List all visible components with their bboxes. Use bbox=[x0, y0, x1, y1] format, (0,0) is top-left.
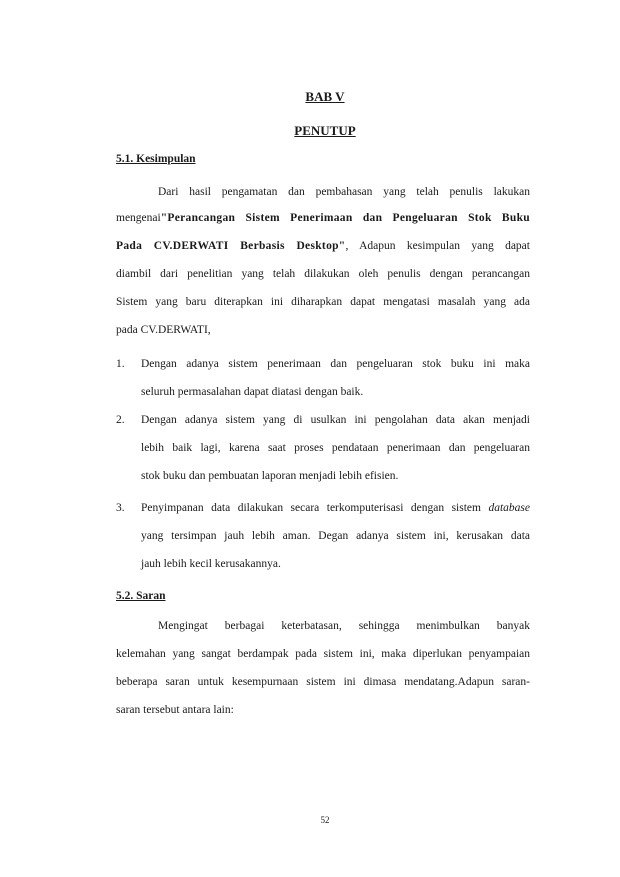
list-item-line: stok buku dan pembuatan laporan menjadi lebih efisien. bbox=[141, 470, 399, 482]
list-number: 2. bbox=[116, 414, 125, 426]
list-item-line: seluruh permasalahan dapat diatasi dengan baik. bbox=[141, 386, 364, 398]
paragraph-line: saran tersebut antara lain: bbox=[116, 704, 234, 716]
list-item-line: Penyimpanan data dilakukan secara terkomputerisasi dengan sistem database bbox=[141, 502, 530, 514]
paragraph-line: pada CV.DERWATI, bbox=[116, 324, 211, 336]
list-item-line: Dengan adanya sistem penerimaan dan pengeluaran stok buku ini maka bbox=[141, 358, 530, 370]
paragraph-line: Mengingat berbagai keterbatasan, sehingga menimbulkan banyak bbox=[158, 620, 530, 632]
section-heading-saran: 5.2. Saran bbox=[116, 590, 166, 602]
page-number: 52 bbox=[320, 815, 330, 825]
bold-title-text: "Perancangan Sistem Penerimaan dan Pengeluaran Stok Buku bbox=[160, 212, 530, 224]
paragraph-line: kelemahan yang sangat berdampak pada sistem ini, maka diperlukan penyampaian bbox=[116, 648, 530, 660]
list-number: 1. bbox=[116, 358, 125, 370]
list-number: 3. bbox=[116, 502, 125, 514]
paragraph-line: diambil dari penelitian yang telah dilakukan oleh penulis dengan perancangan bbox=[116, 268, 530, 280]
list-item-line: Dengan adanya sistem yang di usulkan ini pengolahan data akan menjadi bbox=[141, 414, 530, 426]
chapter-title: PENUTUP bbox=[294, 123, 356, 138]
paragraph-line: Dari hasil pengamatan dan pembahasan yang telah penulis lakukan bbox=[158, 186, 530, 198]
chapter-heading: BAB V bbox=[305, 89, 345, 104]
italic-term: database bbox=[488, 502, 530, 514]
section-heading-kesimpulan: 5.1. Kesimpulan bbox=[116, 153, 196, 165]
paragraph-line: Pada CV.DERWATI Berbasis Desktop", Adapun kesimpulan yang dapat bbox=[116, 240, 530, 252]
paragraph-line: beberapa saran untuk kesempurnaan sistem ini dimasa mendatang.Adapun saran- bbox=[116, 676, 530, 688]
paragraph-line: Sistem yang baru diterapkan ini diharapkan dapat mengatasi masalah yang ada bbox=[116, 296, 530, 308]
list-item-line: jauh lebih kecil kerusakannya. bbox=[141, 558, 281, 570]
list-item-line: yang tersimpan jauh lebih aman. Degan adanya sistem ini, kerusakan data bbox=[141, 530, 530, 542]
bold-title-text: Pada CV.DERWATI Berbasis Desktop" bbox=[116, 240, 346, 252]
paragraph-line: mengenai"Perancangan Sistem Penerimaan dan Pengeluaran Stok Buku bbox=[116, 212, 530, 224]
list-item-line: lebih baik lagi, karena saat proses pendataan penerimaan dan pengeluaran bbox=[141, 442, 530, 454]
